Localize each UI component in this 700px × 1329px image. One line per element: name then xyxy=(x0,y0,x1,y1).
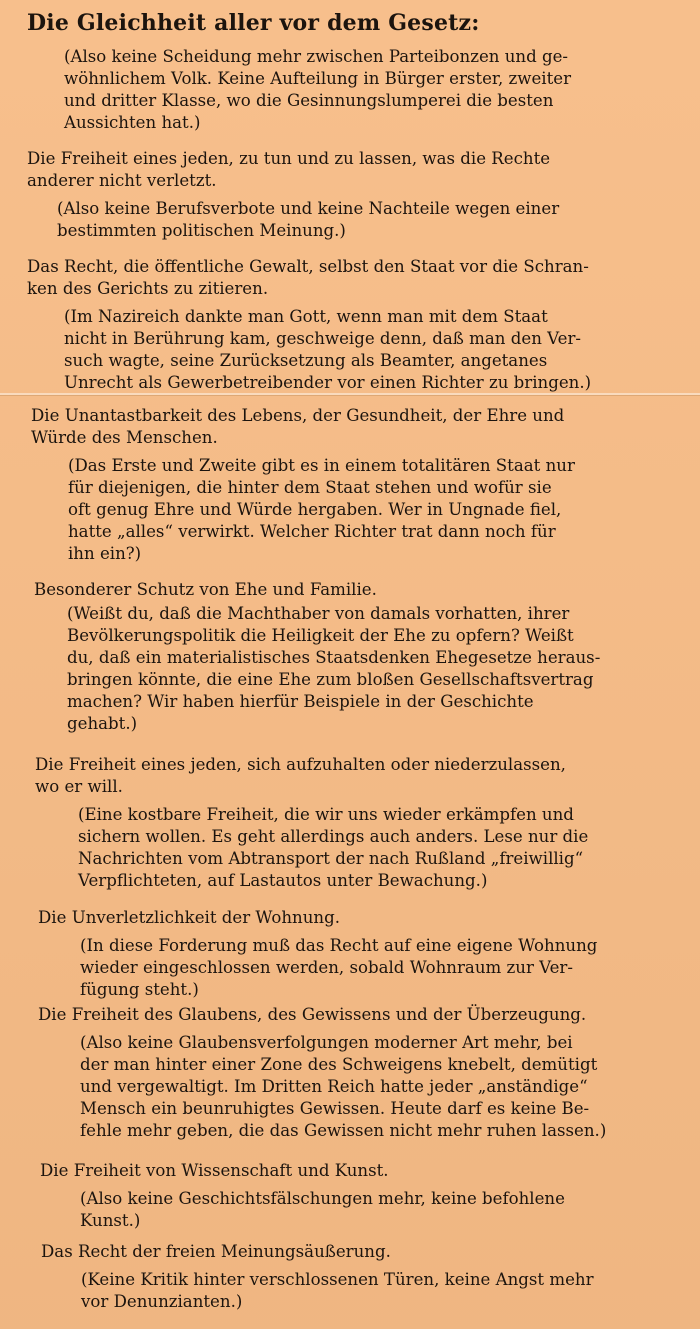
section-9 xyxy=(41,1241,594,1313)
section-note: (Im Nazireich dankte man Gott, wenn man mit dem Staat nicht in Berührung kam, geschweige denn, daß man den Ver- such wagte, seine Zurücksetzung als Beamter, angetanes Unrecht als Gewerbetreibender vor einen Richter zu bringen.) xyxy=(64,307,592,392)
section-note: (In diese Forderung muß das Recht auf eine eigene Wohnung wieder eingeschlossen werden, sobald Wohnraum zur Ver- fügung steht.) xyxy=(80,936,598,999)
section-2 xyxy=(27,256,591,394)
section-note: (Keine Kritik hinter verschlossenen Türen, keine Angst mehr vor Denunzianten.) xyxy=(81,1270,594,1311)
section-5 xyxy=(35,754,588,892)
section-note: (Weißt du, daß die Machthaber von damals vorhatten, ihrer Bevölkerungspolitik die Heiligkeit der Ehe zu opfern? Weißt du, daß ein materialistisches Staatsdenken Ehegesetze heraus- bringen könnte, die eine Ehe zum bloßen Gesellschaftsvertrag machen? Wir haben hierfür Beispiele in der Geschichte gehabt.) xyxy=(67,604,601,733)
section-note: (Also keine Berufsverbote und keine Nachteile wegen einer bestimmten politischen Meinung.) xyxy=(57,199,560,240)
section-6 xyxy=(38,907,597,1001)
intro-note-block xyxy=(64,46,571,134)
document-title: Die Gleichheit aller vor dem Gesetz: xyxy=(27,10,480,36)
intro-note: (Also keine Scheidung mehr zwischen Parteibonzen und ge- wöhnlichem Volk. Keine Aufteilung in Bürger erster, zweiter und dritter Klasse, wo die Gesinnungslumperei die besten Aussichten hat.) xyxy=(64,47,572,132)
section-4 xyxy=(34,579,600,735)
section-heading: Die Freiheit eines jeden, sich aufzuhalten oder niederzulassen, wo er will. xyxy=(35,755,566,796)
section-note: (Also keine Glaubensverfolgungen moderner Art mehr, bei der man hinter einer Zone des Schweigens knebelt, demütigt und vergewaltigt. Im Dritten Reich hatte jeder „anständige“ Mensch ein beunruhigtes Gewissen. Heute darf es keine Be- fehle mehr geben, die das Gewissen nicht mehr ruhen lassen.) xyxy=(80,1033,607,1140)
section-heading: Die Freiheit eines jeden, zu tun und zu lassen, was die Rechte anderer nicht verletzt. xyxy=(27,149,551,190)
section-8 xyxy=(40,1160,565,1232)
section-note: (Also keine Geschichtsfälschungen mehr, keine befohlene Kunst.) xyxy=(80,1189,565,1230)
section-1 xyxy=(27,148,559,242)
section-note: (Das Erste und Zweite gibt es in einem totalitären Staat nur für diejenigen, die hinter dem Staat stehen und wofür sie oft genug Ehre und Würde hergaben. Wer in Ungnade fiel, hatte „alles“ verwirkt. Welcher Richter trat dann noch für ihn ein?) xyxy=(68,456,575,563)
section-heading: Die Unverletzlichkeit der Wohnung. xyxy=(38,908,340,927)
section-heading: Das Recht, die öffentliche Gewalt, selbst den Staat vor die Schran- ken des Gerichts zu zitieren. xyxy=(27,257,589,298)
section-heading: Die Freiheit von Wissenschaft und Kunst. xyxy=(40,1161,389,1180)
section-3 xyxy=(31,405,575,565)
section-heading: Die Freiheit des Glaubens, des Gewissens und der Überzeugung. xyxy=(38,1005,587,1024)
section-heading: Besonderer Schutz von Ehe und Familie. xyxy=(34,580,377,599)
section-heading: Die Unantastbarkeit des Lebens, der Gesundheit, der Ehre und Würde des Menschen. xyxy=(31,406,565,447)
section-note: (Eine kostbare Freiheit, die wir uns wieder erkämpfen und sichern wollen. Es geht allerdings auch anders. Lese nur die Nachrichten vom Abtransport der nach Rußland „freiwillig“ Verpflichteten, auf Lastautos unter Bewachung.) xyxy=(78,805,589,890)
section-7 xyxy=(38,1004,606,1142)
section-heading: Das Recht der freien Meinungsäußerung. xyxy=(41,1242,391,1261)
